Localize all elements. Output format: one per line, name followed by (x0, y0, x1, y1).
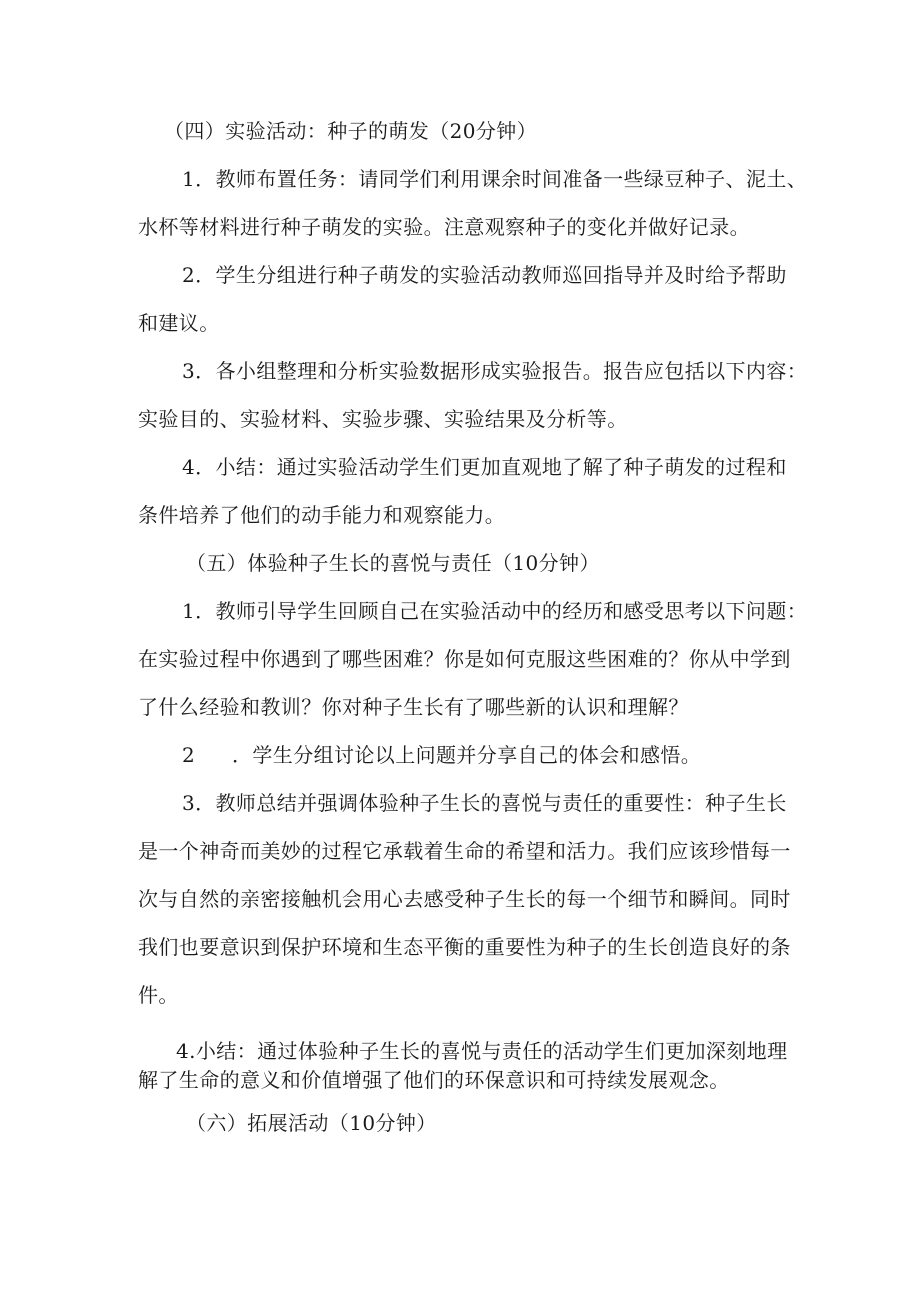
paragraph-line: 4.小结：通过体验种子生长的喜悦与责任的活动学生们更加深刻地理 (176, 1039, 788, 1063)
paragraph-line: 了什么经验和教训？你对种子生长有了哪些新的认识和理解？ (138, 695, 689, 719)
section-heading-five: （五）体验种子生长的喜悦与责任（10分钟） (186, 551, 600, 575)
paragraph-line: 3．教师总结并强调体验种子生长的喜悦与责任的重要性：种子生长 (182, 791, 787, 815)
paragraph-line (182, 742, 701, 768)
paragraph-line: 在实验过程中你遇到了哪些困难？你是如何克服这些困难的？你从中学到 (138, 647, 791, 671)
paragraph-line: 水杯等材料进行种子萌发的实验。注意观察种子的变化并做好记录。 (138, 215, 750, 239)
paragraph-line: 件。 (138, 983, 179, 1007)
paragraph-line: 我们也要意识到保护环境和生态平衡的重要性为种子的生长创造良好的条 (138, 935, 791, 959)
section-heading-six: （六）拓展活动（10分钟） (186, 1111, 437, 1135)
paragraph-line: 和建议。 (138, 311, 220, 335)
paragraph-line: 解了生命的意义和价值增强了他们的环保意识和可持续发展观念。 (138, 1068, 730, 1092)
paragraph-line: 3．各小组整理和分析实验数据形成实验报告。报告应包括以下内容： (182, 359, 808, 383)
paragraph-line: 条件培养了他们的动手能力和观察能力。 (138, 503, 506, 527)
paragraph-line: 1．教师布置任务：请同学们利用课余时间准备一些绿豆种子、泥土、 (182, 167, 808, 191)
paragraph-line: 是一个神奇而美妙的过程它承载着生命的希望和活力。我们应该珍惜每一 (138, 839, 791, 863)
paragraph-line: 1．教师引导学生回顾自己在实验活动中的经历和感受思考以下问题： (182, 599, 808, 623)
paragraph-line: 4．小结：通过实验活动学生们更加直观地了解了种子萌发的过程和 (182, 455, 787, 479)
paragraph-line: 2．学生分组进行种子萌发的实验活动教师巡回指导并及时给予帮助 (182, 263, 787, 287)
item-number: 2 (182, 743, 196, 767)
section-heading-four: （四）实验活动：种子的萌发（20分钟） (164, 119, 538, 143)
paragraph-line: 实验目的、实验材料、实验步骤、实验结果及分析等。 (138, 407, 628, 431)
item-text: ．学生分组讨论以上问题并分享自己的体会和感悟。 (232, 743, 702, 767)
paragraph-line: 次与自然的亲密接触机会用心去感受种子生长的每一个细节和瞬间。同时 (138, 887, 791, 911)
